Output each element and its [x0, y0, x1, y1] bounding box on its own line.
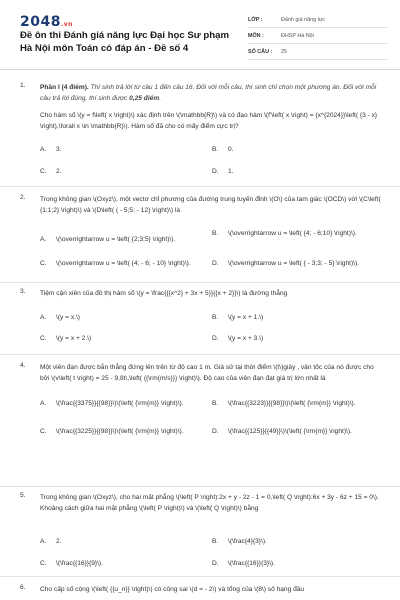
option-label: C. — [40, 560, 47, 567]
option-label: C. — [40, 428, 47, 435]
option-label: B. — [212, 230, 219, 237]
divider — [0, 354, 400, 355]
question-number: 3. — [20, 288, 26, 295]
meta-row-subject — [248, 28, 388, 44]
question-number: 4. — [20, 362, 26, 369]
logo-main: 2048 — [20, 14, 61, 30]
meta-value: ĐHSP Hà Nội — [281, 32, 314, 39]
option-label: D. — [212, 560, 219, 567]
meta-key: MÔN : — [248, 32, 264, 39]
option-label: B. — [212, 146, 219, 153]
question-number: 6. — [20, 584, 26, 591]
site-logo[interactable] — [20, 14, 73, 30]
question-text — [40, 82, 385, 132]
question-body: Tiệm cận xiên của đồ thị hàm số \(y = \frac{{{x^2} + 3x + 5}}{{x + 2}}\) là đường thẳng — [40, 290, 288, 297]
part-instructions — [40, 82, 385, 104]
option-value: \(\overrightarrow u = \left( {2;3;5} \right)\). — [56, 236, 176, 243]
option-label: C. — [40, 260, 47, 267]
part-heading: Phần I (4 điểm). — [40, 84, 89, 91]
option-value: 1. — [228, 168, 234, 175]
option-label: A. — [40, 146, 47, 153]
part-note-end: . — [159, 95, 162, 102]
divider — [0, 576, 400, 577]
option-value: 0. — [228, 146, 234, 153]
question-number: 1. — [20, 82, 26, 89]
option-label: D. — [212, 428, 219, 435]
option-value: \(y = x + 2.\) — [56, 335, 92, 342]
option-value: 3. — [56, 146, 62, 153]
option-value: \(\frac{{3375}}{{98}}\)\(\left( {\rm{m}} \right)\). — [56, 400, 184, 407]
exam-meta-table — [248, 12, 388, 60]
question-body: Cho cấp số cộng \(\left( {{u_n}} \right)\) có công sai \(d = - 2\) và tổng của \(8\) số hạng đầu — [40, 586, 305, 593]
meta-value: 25 — [281, 48, 287, 55]
logo-suffix: .vn — [60, 21, 73, 28]
meta-key: SỐ CÂU : — [248, 48, 273, 55]
option-value: \(\frac{{3223}}{{98}}\)\(\left( {\rm{m}} \right)\). — [228, 400, 356, 407]
meta-key: LỚP : — [248, 16, 263, 23]
option-label: B. — [212, 314, 219, 321]
option-label: D. — [212, 260, 219, 267]
option-label: A. — [40, 314, 47, 321]
meta-row-class — [248, 12, 388, 28]
option-value: \(\frac{4}{3}\). — [228, 538, 267, 545]
exam-title: Đề ôn thi Đánh giá năng lực Đại học Sư phạm Hà Nội môn Toán có đáp án - Đề số 4 — [20, 30, 229, 54]
option-label: D. — [212, 335, 219, 342]
option-label: C. — [40, 335, 47, 342]
question-body: Một viên đạn được bắn thẳng đứng lên trên từ độ cao 1 m. Giả sử tại thời điểm \(t\)giây , vận tốc của nó được cho bởi \(v\left( t \right) = 25 - 9,8t\,\left( {{\rm{m/s}}} \right)\). Độ cao của viên đạn đạt giá trị lớn nhất là — [40, 364, 374, 382]
question-number: 2. — [20, 194, 26, 201]
option-value: \(y = x.\) — [56, 314, 80, 321]
option-label: B. — [212, 400, 219, 407]
option-label: B. — [212, 538, 219, 545]
option-value: \(\frac{{16}}{9}\). — [56, 560, 103, 567]
option-label: A. — [40, 236, 47, 243]
divider — [0, 186, 400, 187]
option-value: \(\overrightarrow u = \left( {4; - 6; - 10} \right)\). — [56, 260, 191, 267]
document-header — [0, 0, 400, 70]
option-value: \(\overrightarrow u = \left( { - 3;3; - 5} \right)\). — [228, 260, 360, 267]
question-body: Trong không gian \(Oxyz\), một vectơ chỉ phương của đường trung tuyến đỉnh \(O\) của tam giác \(OCD\) với \(C\left( {1;1;2} \right)\) và \(D\left( { - 5;5; - 12} \right)\) là — [40, 196, 381, 214]
question-body: Trong không gian \(Oxyz\), cho hai mặt phẳng \(\left( P \right):2x + y - 2z - 1 = 0,\left( Q \right):6x + 3y - 6z + 15 = 0\). Khoảng cách giữa hai mặt phẳng \(\left( P \right)\) và \(\left( Q \right)\) bằng — [40, 494, 379, 512]
meta-row-count — [248, 44, 388, 60]
option-value: \(\frac{{3225}}{{98}}\)\(\left( {\rm{m}} \right)\). — [56, 428, 184, 435]
option-value: 2. — [56, 538, 62, 545]
part-note: Thí sinh trả lời từ câu 1 đến câu 16. Đối với mỗi câu, thí sinh chỉ chọn một phương án. Đối với mỗi câu trả lời đúng, thí sinh được — [40, 84, 377, 102]
question-number: 5. — [20, 492, 26, 499]
option-value: \(y = x + 1.\) — [228, 314, 264, 321]
part-score: 0,25 điểm — [129, 95, 160, 102]
option-label: A. — [40, 538, 47, 545]
option-value: \(\frac{{16}}{3}\). — [228, 560, 275, 567]
option-label: A. — [40, 400, 47, 407]
option-value: \(\frac{{125}}{{49}}\)\(\left( {\rm{m}} \right)\). — [228, 428, 352, 435]
divider — [0, 282, 400, 283]
option-value: \(y = x + 3.\) — [228, 335, 264, 342]
option-value: 2. — [56, 168, 62, 175]
question-body: Cho hàm số \(y = f\left( x \right)\) xác định trên \(\mathbb{R}\) và có đạo hàm \(f'\left( x \right) = {x^{2024}}\left( {3 - x} \right),\forall x \in \mathbb{R}\). Hàm số đã cho có mấy điểm cực trị? — [40, 112, 378, 130]
divider — [0, 486, 400, 487]
meta-value: Đánh giá năng lực — [281, 16, 326, 23]
option-label: C. — [40, 168, 47, 175]
option-label: D. — [212, 168, 219, 175]
option-value: \(\overrightarrow u = \left( {4; - 6;10} \right)\). — [228, 230, 357, 237]
